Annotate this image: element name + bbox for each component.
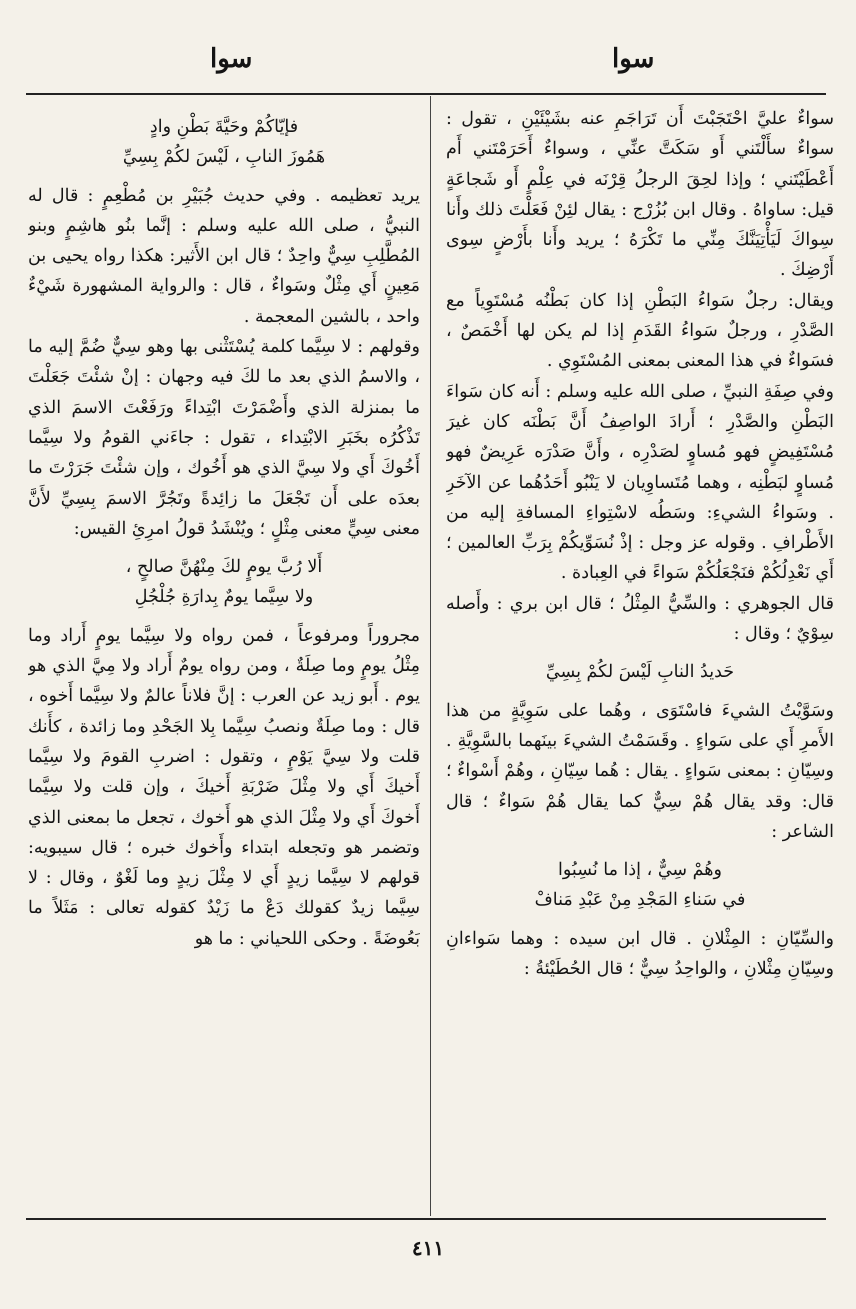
verse-block <box>28 112 420 173</box>
verse-block <box>446 855 834 916</box>
paragraph: سواءٌ عليَّ احْتَجَبْتَ أَن تَرَاجَمِ عنه بشَيْئَيْنِ ، تقول : سواءٌ سأَلْتَني أَو سَكَتَّ عنِّي ، وسواءٌ أَحَرَمْتَني أَم أَعْطَيْتَني ؛ وإذا لحِقَ الرجلُ قِرْنَه في عِلْمٍ أَو شَجاعَةٍ قيل: ساواهُ . وقال ابن بُزُرْج : يقال لئِنْ فَعَلْتَ ذلك وأَنا سِواكَ لَيَأْتِيَنَّكَ مِنِّي ما تَكْرَهُ ؛ يريد وأَنا بأَرْضٍ سِوى أَرْضِكَ . <box>446 109 834 281</box>
paragraph: قال الجوهري : والسِّيُّ المِثْلُ ؛ قال ابن بري : وأَصله سِوْيٌ ؛ وقال : <box>446 593 834 645</box>
paragraph: وسَوَّيْتُ الشيءَ فاسْتَوَى ، وهُما على سَوِيَّةٍ من هذا الأَمرِ أَي على سَواءٍ . وقَسَمْتُ الشيءَ بينَهما بالسَّوِيَّةِ . وسِيّانِ : بمعنى سَواءٍ . يقال : هُما سِيّانِ ، وهُمْ أَسْواءٌ ؛ قال: وقد يقال هُمْ سِيٌّ كما يقال هُمْ سَواءٌ ؛ قال الشاعر : <box>446 700 834 842</box>
paragraph: وفي صِفَةِ النبيِّ ، صلى الله عليه وسلم : أَنه كان سَواءَ البَطْنِ والصَّدْرِ ؛ أَرادَ الواصِفُ أَنَّ بَطْنَه كان غيرَ مُسْتَفِيضٍ فهو مُساوٍ لصَدْرِه ، وأَنَّ صَدْرَه عَرِيضٌ فهو مُساوٍ لبَطْنِه ، وهما مُتَساوِيان لا يَنْبُو أَحَدُهُما عن الآخَرِ . وسَواءُ الشيءِ: وسَطُه لاسْتِواءِ المسافةِ إليه من الأَطْرافِ . وقوله عز وجل : إذْ نُسَوِّيكُمْ بِرَبِّ العالمين ؛ أَي نَعْدِلُكُمْ فنَجْعَلُكُمْ سَواءً في العِبادة . <box>446 381 834 584</box>
verse-line: أَلا رُبَّ يومٍ لكَ مِنْهُنَّ صالحٍ ، <box>125 557 323 578</box>
paragraph: مجروراً ومرفوعاً ، فمن رواه ولا سِيَّما يومٍ أَراد وما مِثْلُ يومٍ وما صِلَةٌ ، ومن رواه يومٌ أَراد ولا مِيَّ الذي هو يوم . أَبو زيد عن العرب : إنَّ فلاناً عالمٌ ولا سِيَّما أَخوه ، قال : وما صِلَةٌ ونصبُ سِيَّما بِلا الجَحْدِ وما زائدة ، كأَنك قلت ولا سِيَّ يَوْمٍ ، وتقول : اضربِ القومَ ولا سِيَّما أَخيكَ أَي ولا مِثْلَ ضَرْبَةِ أَخيكَ ، وإن قلت ولا سِيَّما أَخوكَ أَي ولا مِثْلَ الذي هو أَخوك ، تجعل ما بمعنى الذي وتضمر هو وتجعله ابتداء وأَخوك خبره ؛ قال سيبويه: قولهم لا سِيَّما زيدٍ أَي لا مِثْلَ زيدٍ وما لَغْوٌ ، وقال : لا سِيَّما زيدٌ كقولك دَعْ ما زَيْدٌ كقوله تعالى : مَثَلاً ما بَعُوضَةً . وحكى اللحياني : ما هو <box>28 625 420 949</box>
bottom-rule <box>26 1218 826 1220</box>
header-word-right: سوا <box>612 44 655 74</box>
page-number: ٤١١ <box>411 1236 445 1260</box>
paragraph: والسِّيّانِ : المِثْلانِ . قال ابن سيده : وهما سَواءانِ وسِيّانِ مِثْلانِ ، والواحِدُ سِيٌّ ؛ قال الحُطَيْئةُ : <box>446 928 834 980</box>
verse-line: وهُمْ سِيٌّ ، إذا ما نُسِبُوا <box>558 860 722 881</box>
verse-line: حَديدُ النابِ لَيْسَ لكُمْ بِسِيِّ <box>545 662 735 683</box>
top-rule <box>26 93 826 95</box>
verse-block <box>28 552 420 613</box>
column-divider <box>430 96 431 1216</box>
verse-line: هَمُوزَ النابِ ، لَيْسَ لكُمْ بِسِيِّ <box>122 147 326 168</box>
verse-block <box>446 657 834 687</box>
paragraph: وقولهم : لا سِيَّما كلمة يُسْتَثْنى بها وهو سِيٌّ ضُمَّ إليه ما ، والاسمُ الذي بعد ما لكَ فيه وجهان : إنْ شئْتَ جَعَلْتَ ما بمنزلة الذي وأَضْمَرْتَ ابْتِداءً ورَفَعْتَ الاسمَ الذي تَذْكُرُه بخَبَرِ الابْتِداء ، تقول : جاءَني القومُ ولا سِيَّما أَخُوكَ أَي ولا سِيَّ الذي هو أَخُوك ، وإن شئْتَ جَرَرْتَ ما بعدَه على أَن تَجْعَلَ ما زائِدةً وتَجُرَّ الاسمَ بِسِيِّ لأَنَّ معنى سِيٍّ معنى مِثْلٍ ؛ ويُنْشَدُ قولُ امرِئِ القيس: <box>28 337 420 539</box>
verse-line: ولا سِيَّما يومٌ بِدارَةِ جُلْجُلِ <box>134 587 314 608</box>
paragraph: ويقال: رجلٌ سَواءُ البَطْنِ إذا كان بَطْنُه مُسْتَوِياً مع الصَّدْرِ ، ورجلٌ سَواءُ القَدَمِ إذا لم يكن لها أَخْمَصٌ ، فسَواءٌ في هذا المعنى بمعنى المُسْتَوِي . <box>446 290 834 372</box>
right-text-column <box>446 104 834 1210</box>
left-text-column <box>28 104 420 1210</box>
verse-line: في سَناءِ المَجْدِ مِنْ عَبْدِ مَنافْ <box>534 890 746 911</box>
verse-line: فإيّاكُمْ وحَيَّةَ بَطْنِ وادٍ <box>149 117 299 137</box>
header-word-left: سوا <box>210 44 253 74</box>
paragraph: يريد تعظيمه . وفي حديث جُبَيْرِ بن مُطْعِمٍ : قال له النبيُّ ، صلى الله عليه وسلم : إنَّما بنُو هاشِمٍ وبنو المُطَّلِبِ سِيٌّ واحِدٌ ؛ قال ابن الأَثير: هكذا رواه يحيى بن مَعِينٍ أَي مِثْلٌ وسَواءٌ ، قال : والرواية المشهورة شَيْءٌ واحد ، بالشين المعجمة . <box>28 185 420 327</box>
